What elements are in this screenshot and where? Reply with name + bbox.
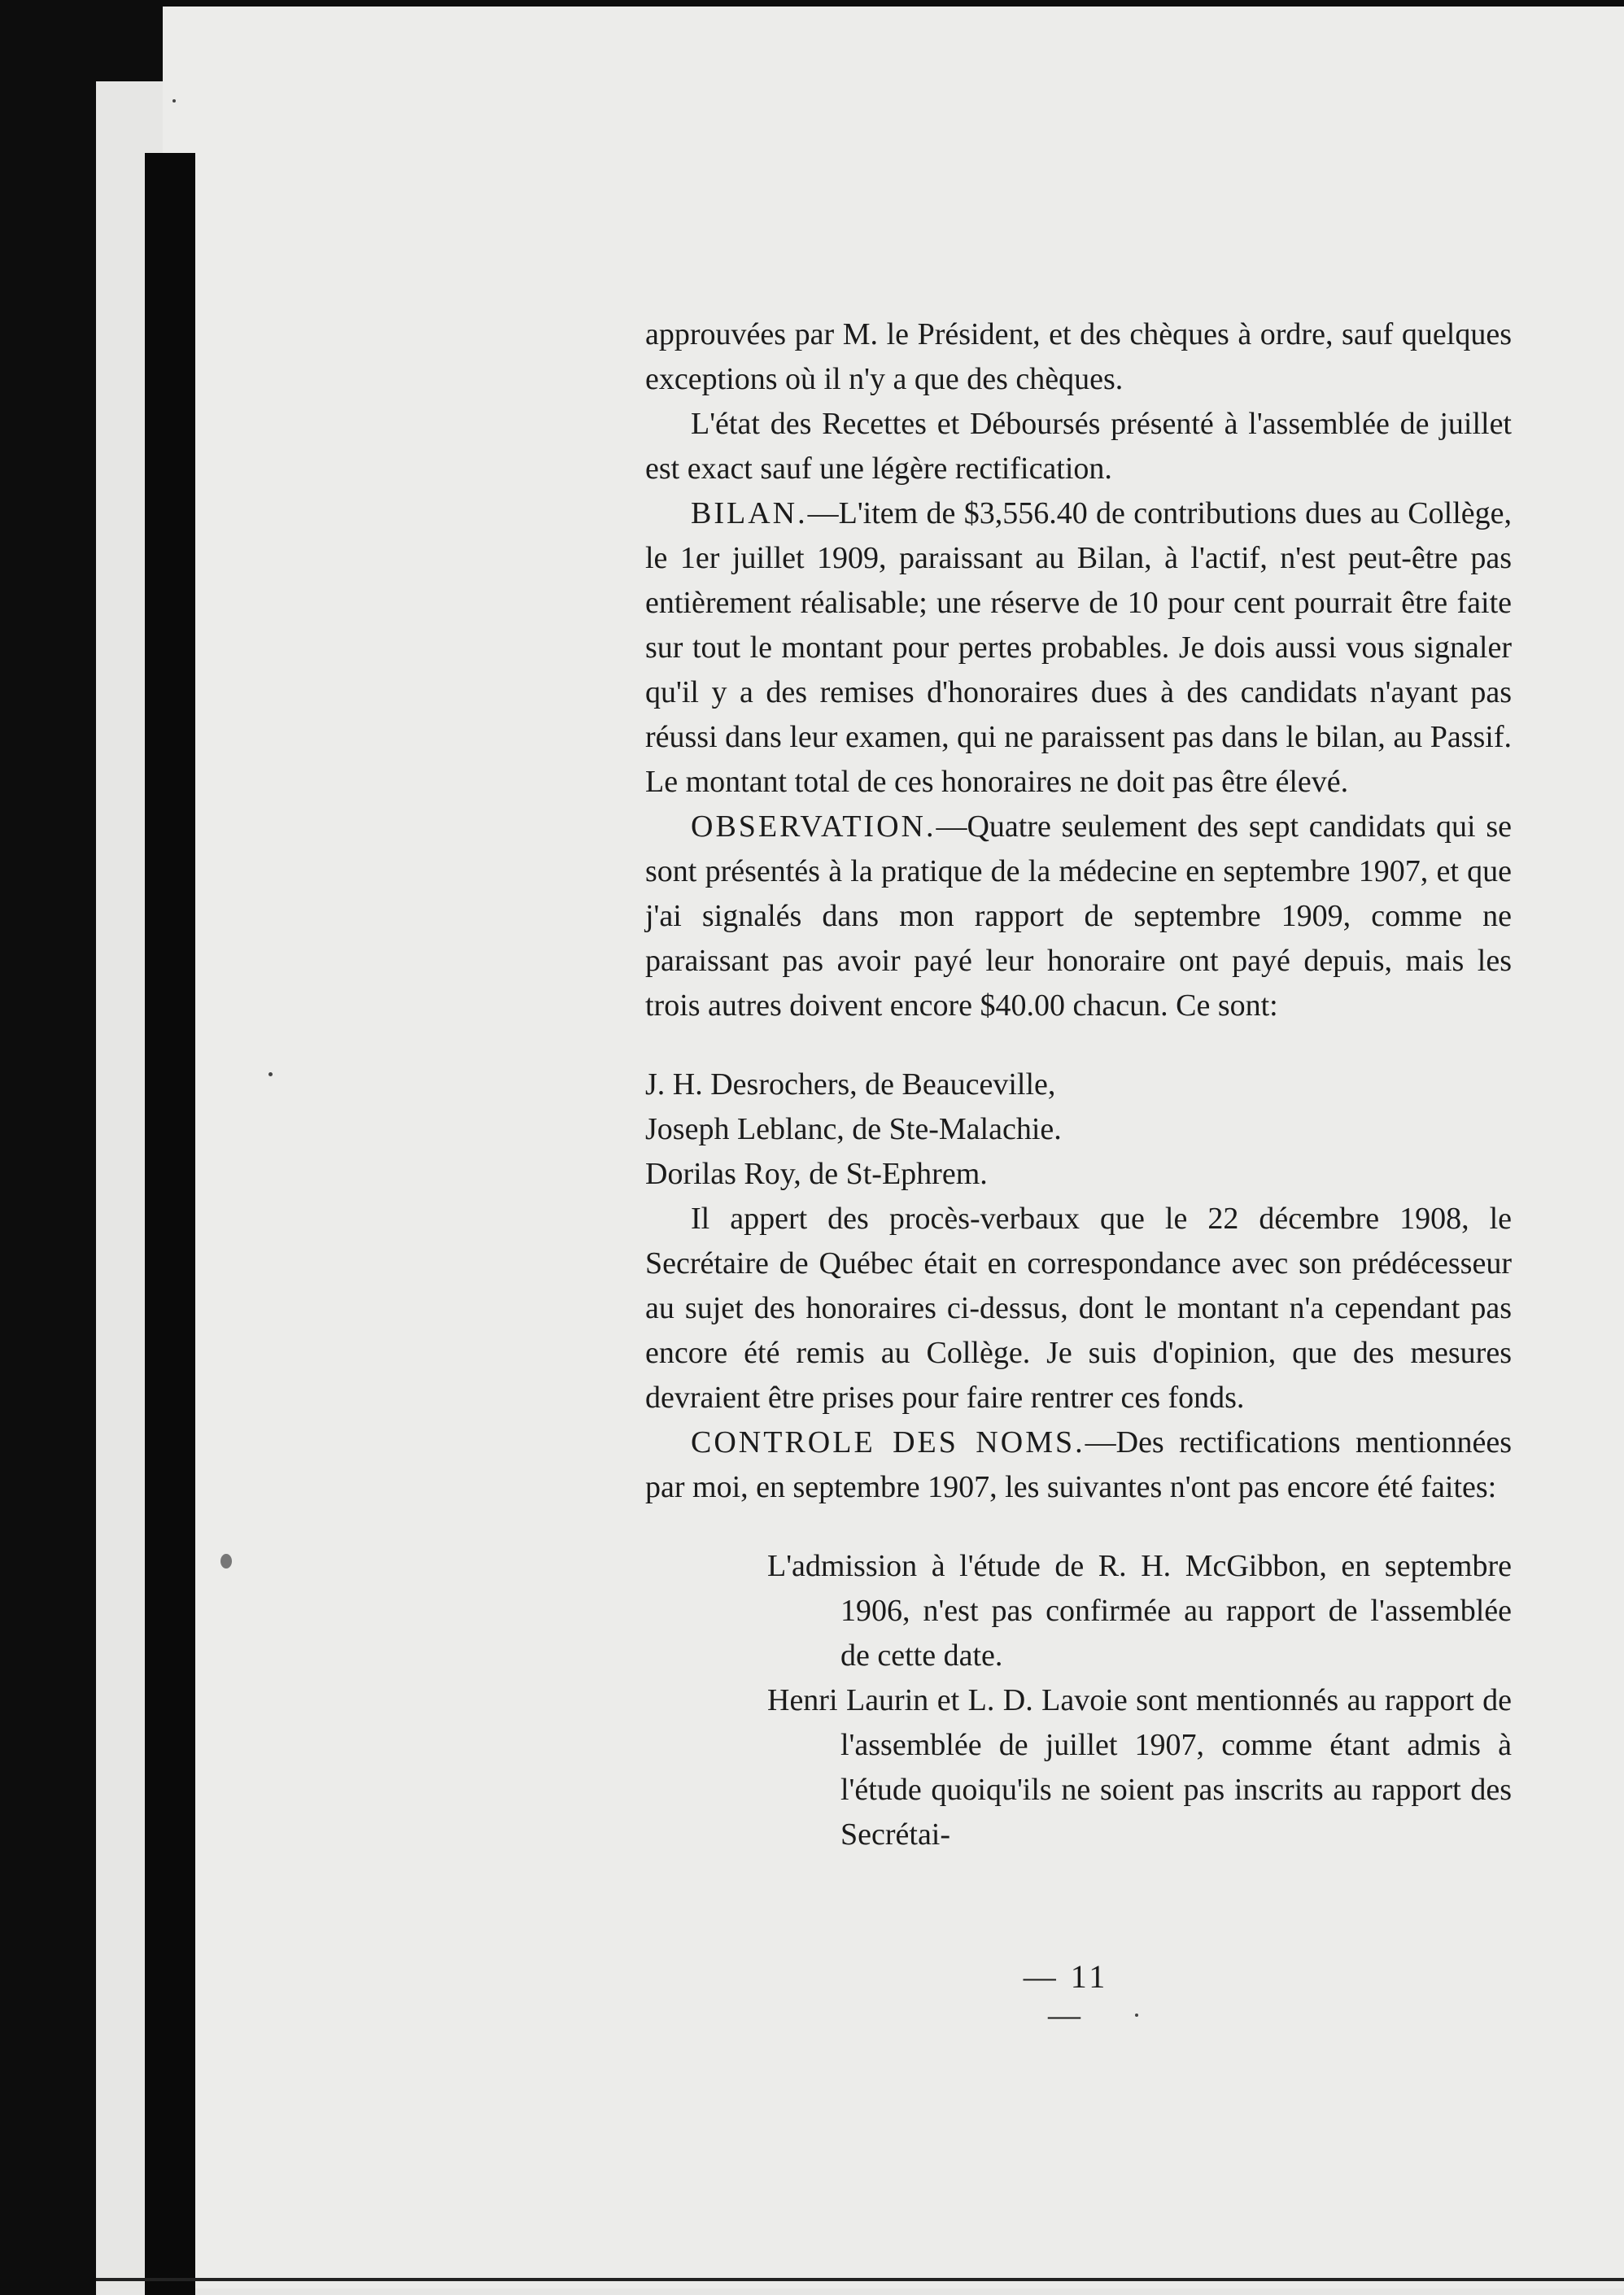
paragraph-recettes: L'état des Recettes et Déboursés présenté à l'assemblée de juillet est exact sauf une légère rectification. xyxy=(645,407,1512,486)
paragraph-controle xyxy=(645,1420,1512,1510)
controle-text: —Des rectifications mentionnées par moi, en septembre 1907, les suivantes n'ont pas encore été faites: xyxy=(645,1425,1512,1504)
scan-speck xyxy=(220,1554,232,1569)
heading-controle: CONTROLE DES NOMS. xyxy=(691,1425,1085,1459)
paragraph-bilan xyxy=(645,491,1512,805)
bilan-text: —L'item de $3,556.40 de contributions dues au Collège, le 1er juillet 1909, paraissant au Bilan, à l'actif, n'est peut-être pas entièrement réalisable; une réserve de 10 pour cent pourrait être faite sur tout le montant pour pertes probables. Je dois aussi vous signaler qu'il y a des remises d'honoraires dues à des candidats n'ayant pas réussi dans leur examen, qui ne paraissent pas dans le bilan, au Passif. Le montant total de ces honoraires ne doit pas être élevé. xyxy=(645,496,1512,799)
page-bottom-edge xyxy=(96,2278,1624,2281)
paragraph-continuation: approuvées par M. le Président, et des chèques à ordre, sauf quelques exceptions où il n'y a que des chèques. xyxy=(645,317,1512,396)
observation-text: —Quatre seulement des sept candidats qui se sont présentés à la pratique de la médecine en septembre 1907, et que j'ai signalés dans mon rapport de septembre 1909, comme ne paraissant pas avoir payé leur honoraire ont payé depuis, mais les trois autres doivent encore $40.00 chacun. Ce sont: xyxy=(645,809,1512,1023)
paragraph-proces-verbaux: Il appert des procès-verbaux que le 22 décembre 1908, le Secrétaire de Québec était en correspondance avec son prédécesseur au sujet des honoraires ci-dessus, dont le montant n'a cependant pas encore été remis au Collège. Je suis d'opinion, que des mesures devraient être prises pour faire rentrer ces fonds. xyxy=(645,1202,1512,1415)
body-text xyxy=(645,312,1512,1857)
binding-shadow xyxy=(145,153,195,2295)
candidate-name: Joseph Leblanc, de Ste-Malachie. xyxy=(645,1112,1062,1146)
page-number: — 11 — xyxy=(1023,1958,1109,2033)
scan-speck xyxy=(172,99,176,103)
scan-speck xyxy=(268,1072,273,1076)
scan-speck xyxy=(1135,2014,1138,2017)
heading-bilan: BILAN. xyxy=(691,496,808,530)
heading-observation: OBSERVATION. xyxy=(691,809,936,844)
list-item: Henri Laurin et L. D. Lavoie sont mentionnés au rapport de l'assemblée de juillet 1907, comme étant admis à l'étude quoiqu'ils ne soient pas inscrits au rapport des Secrétai- xyxy=(767,1683,1512,1852)
list-item: L'admission à l'étude de R. H. McGibbon, en septembre 1906, n'est pas confirmée au rapport de l'assemblée de cette date. xyxy=(767,1549,1512,1673)
paragraph-observation xyxy=(645,805,1512,1028)
candidate-name: Dorilas Roy, de St-Ephrem. xyxy=(645,1157,988,1191)
candidate-name: J. H. Desrochers, de Beauceville, xyxy=(645,1067,1056,1102)
